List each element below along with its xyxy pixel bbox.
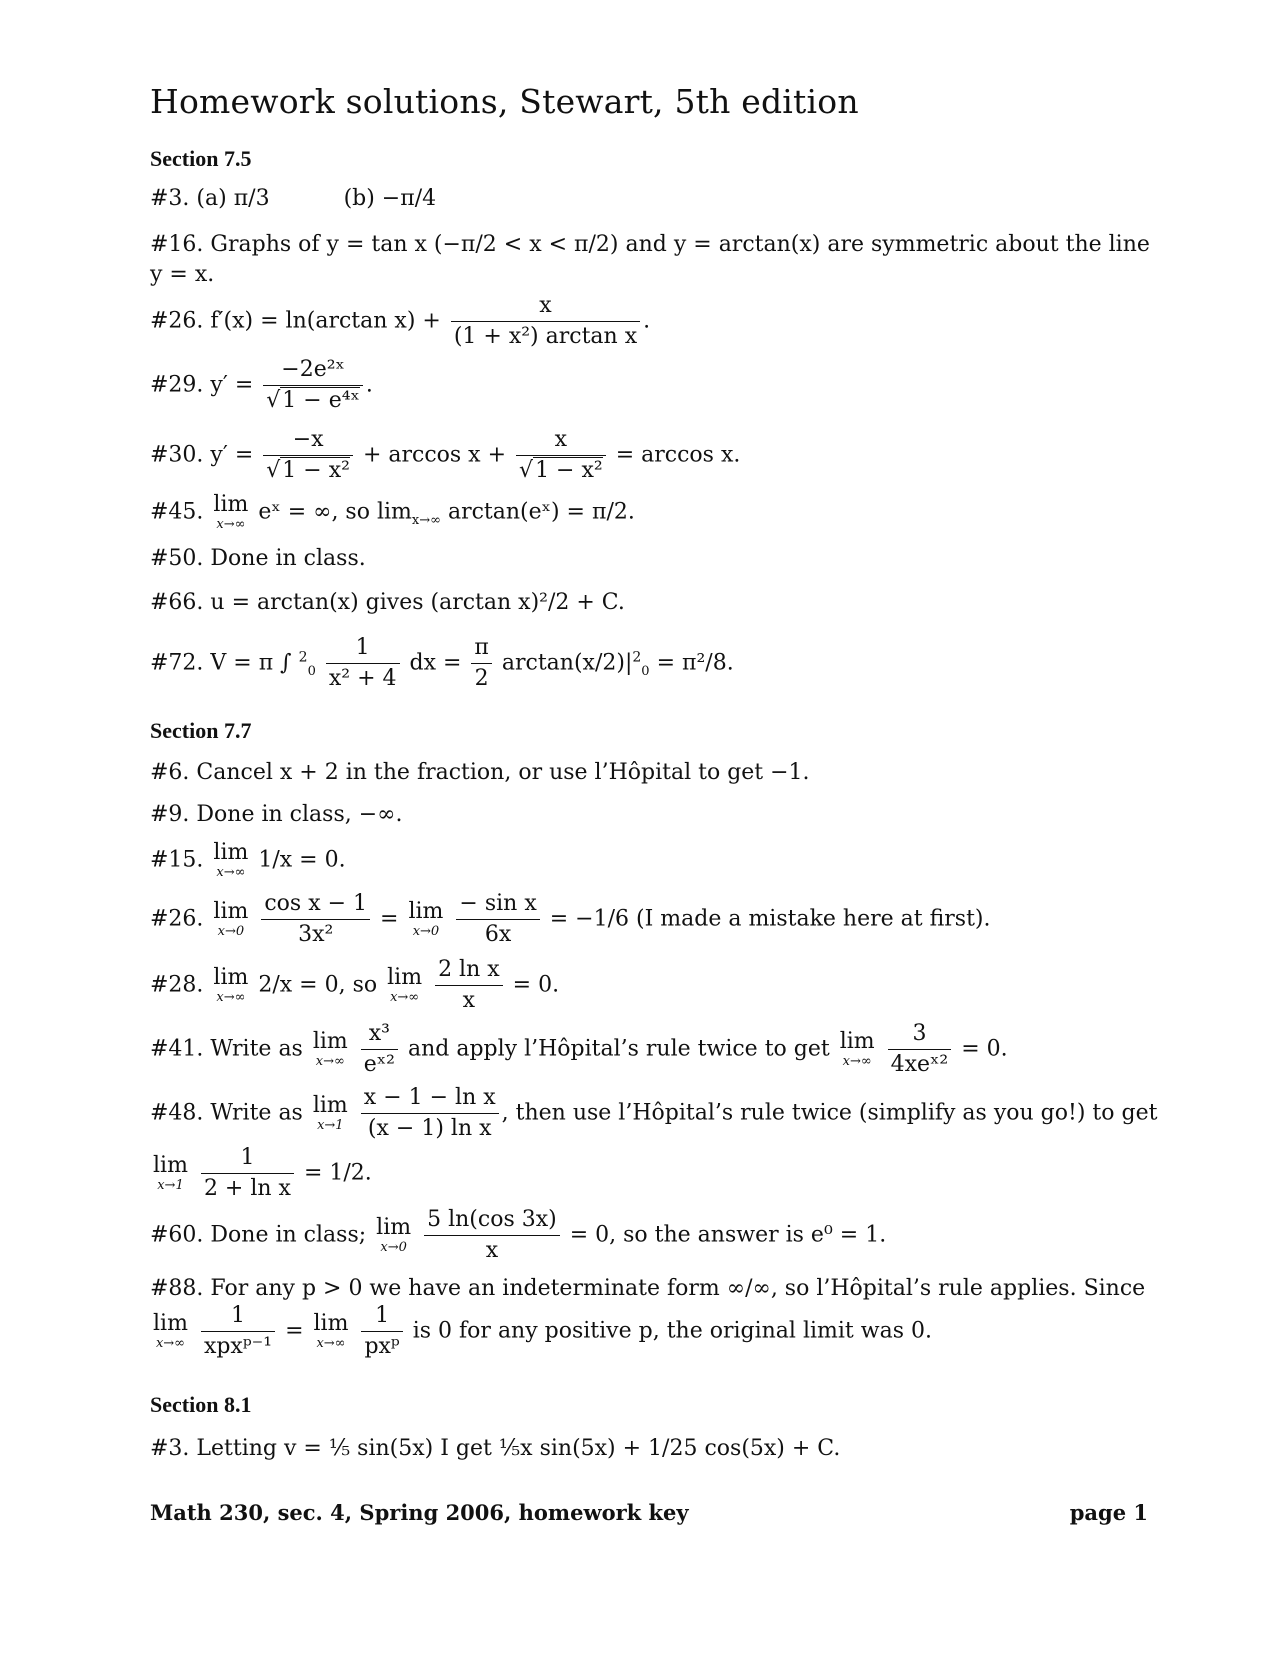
fraction: $\frac{-x}{\text{√1 − x²}}$: [263, 428, 353, 483]
problem-30: #30. y′ = $\frac{-x}{\text{√1 − x²}}$ + arccos x + $\frac{x}{\text{√1 − x²}}$ = arccos x.: [150, 427, 741, 484]
fraction: $\frac{\text{x − 1 − ln x}}{\text{(x − 1) ln x}}$: [361, 1086, 499, 1141]
problem-60: #60. Done in class; lim x→0 $\frac{5 \ln(\cos 3x)}{x}$ = 0, so the answer is e⁰ = 1.: [150, 1207, 887, 1264]
fraction: $\frac{\pi}{2}$: [471, 636, 491, 691]
limit: lim x→∞: [153, 1311, 188, 1352]
page-title: Homework solutions, Stewart, 5th edition: [150, 82, 859, 121]
problem-28: #28. lim x→∞ 2/x = 0, so lim x→∞ $\frac{\text{2 ln x}}{x}$ = 0.: [150, 957, 560, 1014]
fraction: $\frac{1}{\text{2 + ln x}}$: [201, 1146, 294, 1201]
fraction: $\frac{1}{\text{pxᵖ}}$: [361, 1304, 402, 1359]
fraction: $\frac{1}{\text{xpxᵖ⁻¹}}$: [201, 1304, 275, 1359]
footer-course: Math 230, sec. 4, Spring 2006, homework key: [150, 1500, 689, 1525]
problem-48: #48. Write as lim x→1 $\frac{\text{x − 1 − ln x}}{\text{(x − 1) ln x}}$ , then use l’Hôpital’s rule twice (simplify as you go!) to get: [150, 1085, 1158, 1142]
problem-41: #41. Write as lim x→∞ $\frac{\text{x³}}{\text{eˣ²}}$ and apply l’Hôpital’s rule twice to get lim x→∞ $\frac{3}{\text{4xeˣ²}}$ = 0.: [150, 1021, 1008, 1078]
footer-page-number: page 1: [1069, 1500, 1148, 1525]
limit: lim x→0: [376, 1215, 412, 1256]
problem-26: #26. f′(x) = ln(arctan x) + $\frac{x}{\text{(1 + x²) arctan x}}$ .: [150, 293, 651, 350]
problem-3: #3. (a) π/3 (b) −π/4: [150, 186, 437, 211]
limit: lim x→1: [312, 1093, 348, 1134]
fraction: $\frac{1}{\text{x² + 4}}$: [326, 636, 400, 691]
limit: lim x→∞: [387, 965, 423, 1006]
problem-48-cont: lim x→1 $\frac{1}{\text{2 + ln x}}$ = 1/2.: [153, 1145, 372, 1202]
limit: lim x→∞: [213, 840, 249, 880]
fraction: $\frac{\text{2 ln x}}{x}$: [435, 958, 503, 1013]
limit: lim x→∞: [313, 1311, 349, 1352]
fraction: $\frac{\text{x³}}{\text{eˣ²}}$: [361, 1022, 398, 1077]
limit: lim x→∞: [312, 1029, 348, 1070]
fraction: $\frac{\text{cos x − 1}}{\text{3x²}}$: [261, 892, 370, 947]
fraction: $\frac{5 \ln(\cos 3x)}{x}$: [424, 1208, 560, 1263]
section-heading: Section 7.5: [150, 146, 252, 171]
section-heading: Section 7.7: [150, 718, 252, 743]
section-heading: Section 8.1: [150, 1392, 252, 1417]
problem-29: #29. y′ = $\frac{\text{−2e²ˣ}}{\text{√1 − e⁴ˣ}}$ .: [150, 357, 373, 414]
fraction: $\frac{\text{−2e²ˣ}}{\text{√1 − e⁴ˣ}}$: [263, 358, 363, 413]
fraction: $\frac{x}{\text{(1 + x²) arctan x}}$: [451, 294, 640, 349]
problem-16-cont: y = x.: [150, 262, 215, 287]
limit: lim x→∞: [213, 492, 249, 532]
limit: lim x→0: [408, 899, 444, 940]
problem-50: #50. Done in class.: [150, 546, 366, 571]
problem-66: #66. u = arctan(x) gives (arctan x)²/2 + C.: [150, 590, 625, 615]
problem-88-cont: lim x→∞ $\frac{1}{\text{xpxᵖ⁻¹}}$ = lim x→∞ $\frac{1}{\text{pxᵖ}}$ is 0 for any positive p, the original limit was 0.: [153, 1303, 932, 1360]
problem-72: #72. V = π ∫ $^2_0$ $\frac{1}{\text{x² + 4}}$ dx = $\frac{\pi}{2}$ $\arctan(x/2)|^2_0 = \pi^2/8$.: [150, 635, 734, 692]
problem-15: #15. lim x→∞ 1/x = 0.: [150, 840, 346, 880]
limit: lim x→∞: [213, 965, 249, 1006]
limit: lim x→∞: [839, 1029, 875, 1070]
fraction: $\frac{x}{\text{√1 − x²}}$: [516, 428, 606, 483]
problem-16: #16. Graphs of y = tan x (−π/2 < x < π/2) and y = arctan(x) are symmetric about the line: [150, 232, 1150, 257]
limit: lim x→1: [153, 1153, 188, 1194]
problem-9: #9. Done in class, −∞.: [150, 802, 403, 827]
problem-88: #88. For any p > 0 we have an indeterminate form ∞/∞, so l’Hôpital’s rule applies. Since: [150, 1276, 1146, 1301]
problem-45: #45. lim x→∞ eˣ = ∞, so $\lim_{x\to\infty}$ arctan(eˣ) = π/2.: [150, 492, 635, 532]
limit: lim x→0: [213, 899, 249, 940]
problem-3-81: #3. Letting v = ⅕ sin(5x) I get ⅕x sin(5x) + 1/25 cos(5x) + C.: [150, 1436, 841, 1461]
problem-6: #6. Cancel x + 2 in the fraction, or use l’Hôpital to get −1.: [150, 760, 810, 785]
fraction: $\frac{3}{\text{4xeˣ²}}$: [888, 1022, 952, 1077]
problem-26-77: #26. lim x→0 $\frac{\text{cos x − 1}}{\text{3x²}}$ = lim x→0 $\frac{\text{− sin x}}{6x}$ = −1/6 (I made a mistake here at first).: [150, 891, 991, 948]
fraction: $\frac{\text{− sin x}}{6x}$: [456, 892, 539, 947]
